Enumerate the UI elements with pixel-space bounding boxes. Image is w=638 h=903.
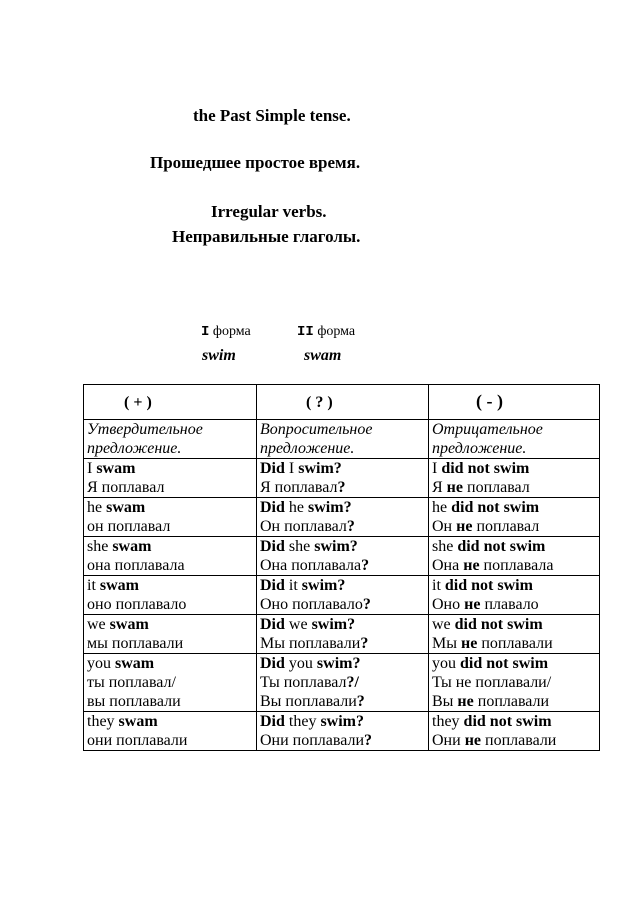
page-title: the Past Simple tense. [193,106,351,125]
cell-text: Ты не поплавали/ [432,674,552,691]
table-row [84,498,600,537]
cell-text: Я поплавал [260,479,338,496]
cell-text: swam [106,499,146,516]
cell-text: Я [432,479,443,496]
cell-text: мы поплавали [87,635,184,652]
cell-text: Мы [432,635,457,652]
cell-text: we [432,616,451,633]
second-form-number: II [297,324,314,340]
cell-text: он поплавал [87,518,171,535]
cell-text: he [432,499,448,516]
cell-text: he [288,499,305,516]
cell-text: we [288,616,308,633]
table-row [84,459,600,498]
cell-text: поплавали [485,732,557,749]
cell-text: swim? [298,460,342,477]
affirmative-sign: ( + ) [124,393,152,411]
cell-text: you [87,655,111,672]
cell-text: swim? [308,499,352,516]
cell-text: swim? [314,538,358,555]
negative-cell [429,712,600,751]
cell-text: Did [260,713,285,730]
cell-text: I [432,460,438,477]
cell-text: did not swim [457,538,546,555]
cell-text: Вы поплавали [260,693,357,710]
question-cell [257,576,429,615]
cell-text: we [87,616,106,633]
question-cell [257,537,429,576]
type-line: предложение. [87,440,182,457]
cell-text: Did [260,499,285,516]
cell-text: они поплавали [87,732,188,749]
second-form-label [297,324,355,340]
cell-text: swam [115,655,155,672]
cell-text: swam [118,713,158,730]
cell-text: swim? [316,655,361,672]
cell-text: плавало [484,596,539,613]
cell-text: did not swim [454,616,543,633]
cell-text: оно поплавало [87,596,187,613]
cell-text: did not swim [451,499,540,516]
cell-text: не [456,518,473,535]
cell-text: Он поплавал [260,518,347,535]
table-row [84,712,600,751]
question-cell [257,498,429,537]
cell-text: ? [364,732,373,749]
table-row [84,615,600,654]
cell-text: ? [346,518,355,535]
sign-row [84,385,600,420]
cell-text: swam [99,577,139,594]
cell-text: Оно поплавало [260,596,363,613]
cell-text: ?/ [346,674,359,691]
cell-text: не [446,479,463,496]
cell-text: swam [96,460,136,477]
first-form-label [201,324,251,340]
cell-text: swam [109,616,149,633]
cell-text: it [87,577,96,594]
cell-text: поплавал [467,479,530,496]
cell-text: it [288,577,298,594]
negative-cell [429,537,600,576]
cell-text: did not swim [444,577,533,594]
cell-text: did not swim [460,655,549,672]
question-cell [257,712,429,751]
cell-text: Did [260,616,285,633]
negative-cell [429,654,600,712]
first-form-number: I [201,324,210,340]
cell-text: не [464,596,481,613]
cell-text: поплавали [477,693,550,710]
affirmative-type-cell [84,420,257,459]
cell-text: I [87,460,93,477]
cell-text: Я поплавал [87,479,165,496]
second-form-word: swam [304,347,342,364]
cell-text: не [457,693,474,710]
cell-text: swam [112,538,152,555]
cell-text: Они поплавали [260,732,365,749]
cell-text: ты поплавал/ [87,674,176,691]
affirmative-cell [84,498,257,537]
cell-text: поплавали [481,635,553,652]
cell-text: she [288,538,311,555]
negative-type-cell [429,420,600,459]
affirmative-cell [84,615,257,654]
negative-sign: ( - ) [476,391,503,411]
cell-text: swim? [301,577,346,594]
cell-text: Did [260,655,285,672]
cell-text: did not swim [441,460,530,477]
cell-text: Did [260,460,285,477]
table-row [84,537,600,576]
type-line: предложение. [432,440,527,457]
first-form-word: swim [202,347,236,364]
cell-text: ? [361,557,370,574]
table-row [84,654,600,712]
negative-cell [429,459,600,498]
question-sign-cell [257,385,429,420]
cell-text: you [432,655,456,672]
cell-text: Они [432,732,461,749]
cell-text: Он [432,518,453,535]
negative-sign-cell [429,385,600,420]
table-row [84,576,600,615]
cell-text: I [288,460,295,477]
cell-text: Она [432,557,460,574]
question-type-cell [257,420,429,459]
page-title-ru: Прошедшее простое время. [150,153,361,172]
cell-text: she [87,538,109,555]
cell-text: they [432,713,460,730]
cell-text: ? [337,479,346,496]
cell-text: ? [362,596,371,613]
cell-text: you [288,655,313,672]
first-form-text: форма [212,324,251,339]
cell-text: она поплавала [87,557,185,574]
cell-text: ? [360,635,369,652]
question-cell [257,654,429,712]
type-line: Вопросительное [260,421,373,438]
question-cell [257,459,429,498]
question-sign: ( ? ) [306,393,333,411]
sentence-type-row [84,420,600,459]
section-subtitle: Irregular verbs. [211,202,327,221]
negative-cell [429,576,600,615]
cell-text: не [460,635,478,652]
cell-text: Она поплавала [260,557,362,574]
cell-text: she [432,538,454,555]
cell-text: не [464,732,482,749]
affirmative-cell [84,654,257,712]
cell-text: Did [260,538,285,555]
cell-text: ? [356,693,365,710]
affirmative-cell [84,712,257,751]
cell-text: Мы поплавали [260,635,361,652]
cell-text: Оно [432,596,461,613]
cell-text: не [463,557,480,574]
cell-text: поплавала [483,557,554,574]
cell-text: did not swim [463,713,552,730]
cell-text: Вы [432,693,454,710]
negative-cell [429,615,600,654]
negative-cell [429,498,600,537]
second-form-text: форма [317,324,356,339]
cell-text: they [87,713,115,730]
affirmative-cell [84,459,257,498]
affirmative-sign-cell [84,385,257,420]
cell-text: swim? [320,713,365,730]
type-line: Отрицательное [432,421,543,438]
affirmative-cell [84,576,257,615]
cell-text: поплавал [476,518,540,535]
section-subtitle-ru: Неправильные глаголы. [172,227,361,246]
cell-text: Ты поплавал [260,674,347,691]
conjugation-table [83,384,600,751]
cell-text: they [288,713,317,730]
cell-text: вы поплавали [87,693,181,710]
type-line: предложение. [260,440,355,457]
affirmative-cell [84,537,257,576]
cell-text: it [432,577,441,594]
cell-text: he [87,499,103,516]
question-cell [257,615,429,654]
cell-text: swim? [311,616,356,633]
cell-text: Did [260,577,285,594]
type-line: Утвердительное [87,421,203,438]
